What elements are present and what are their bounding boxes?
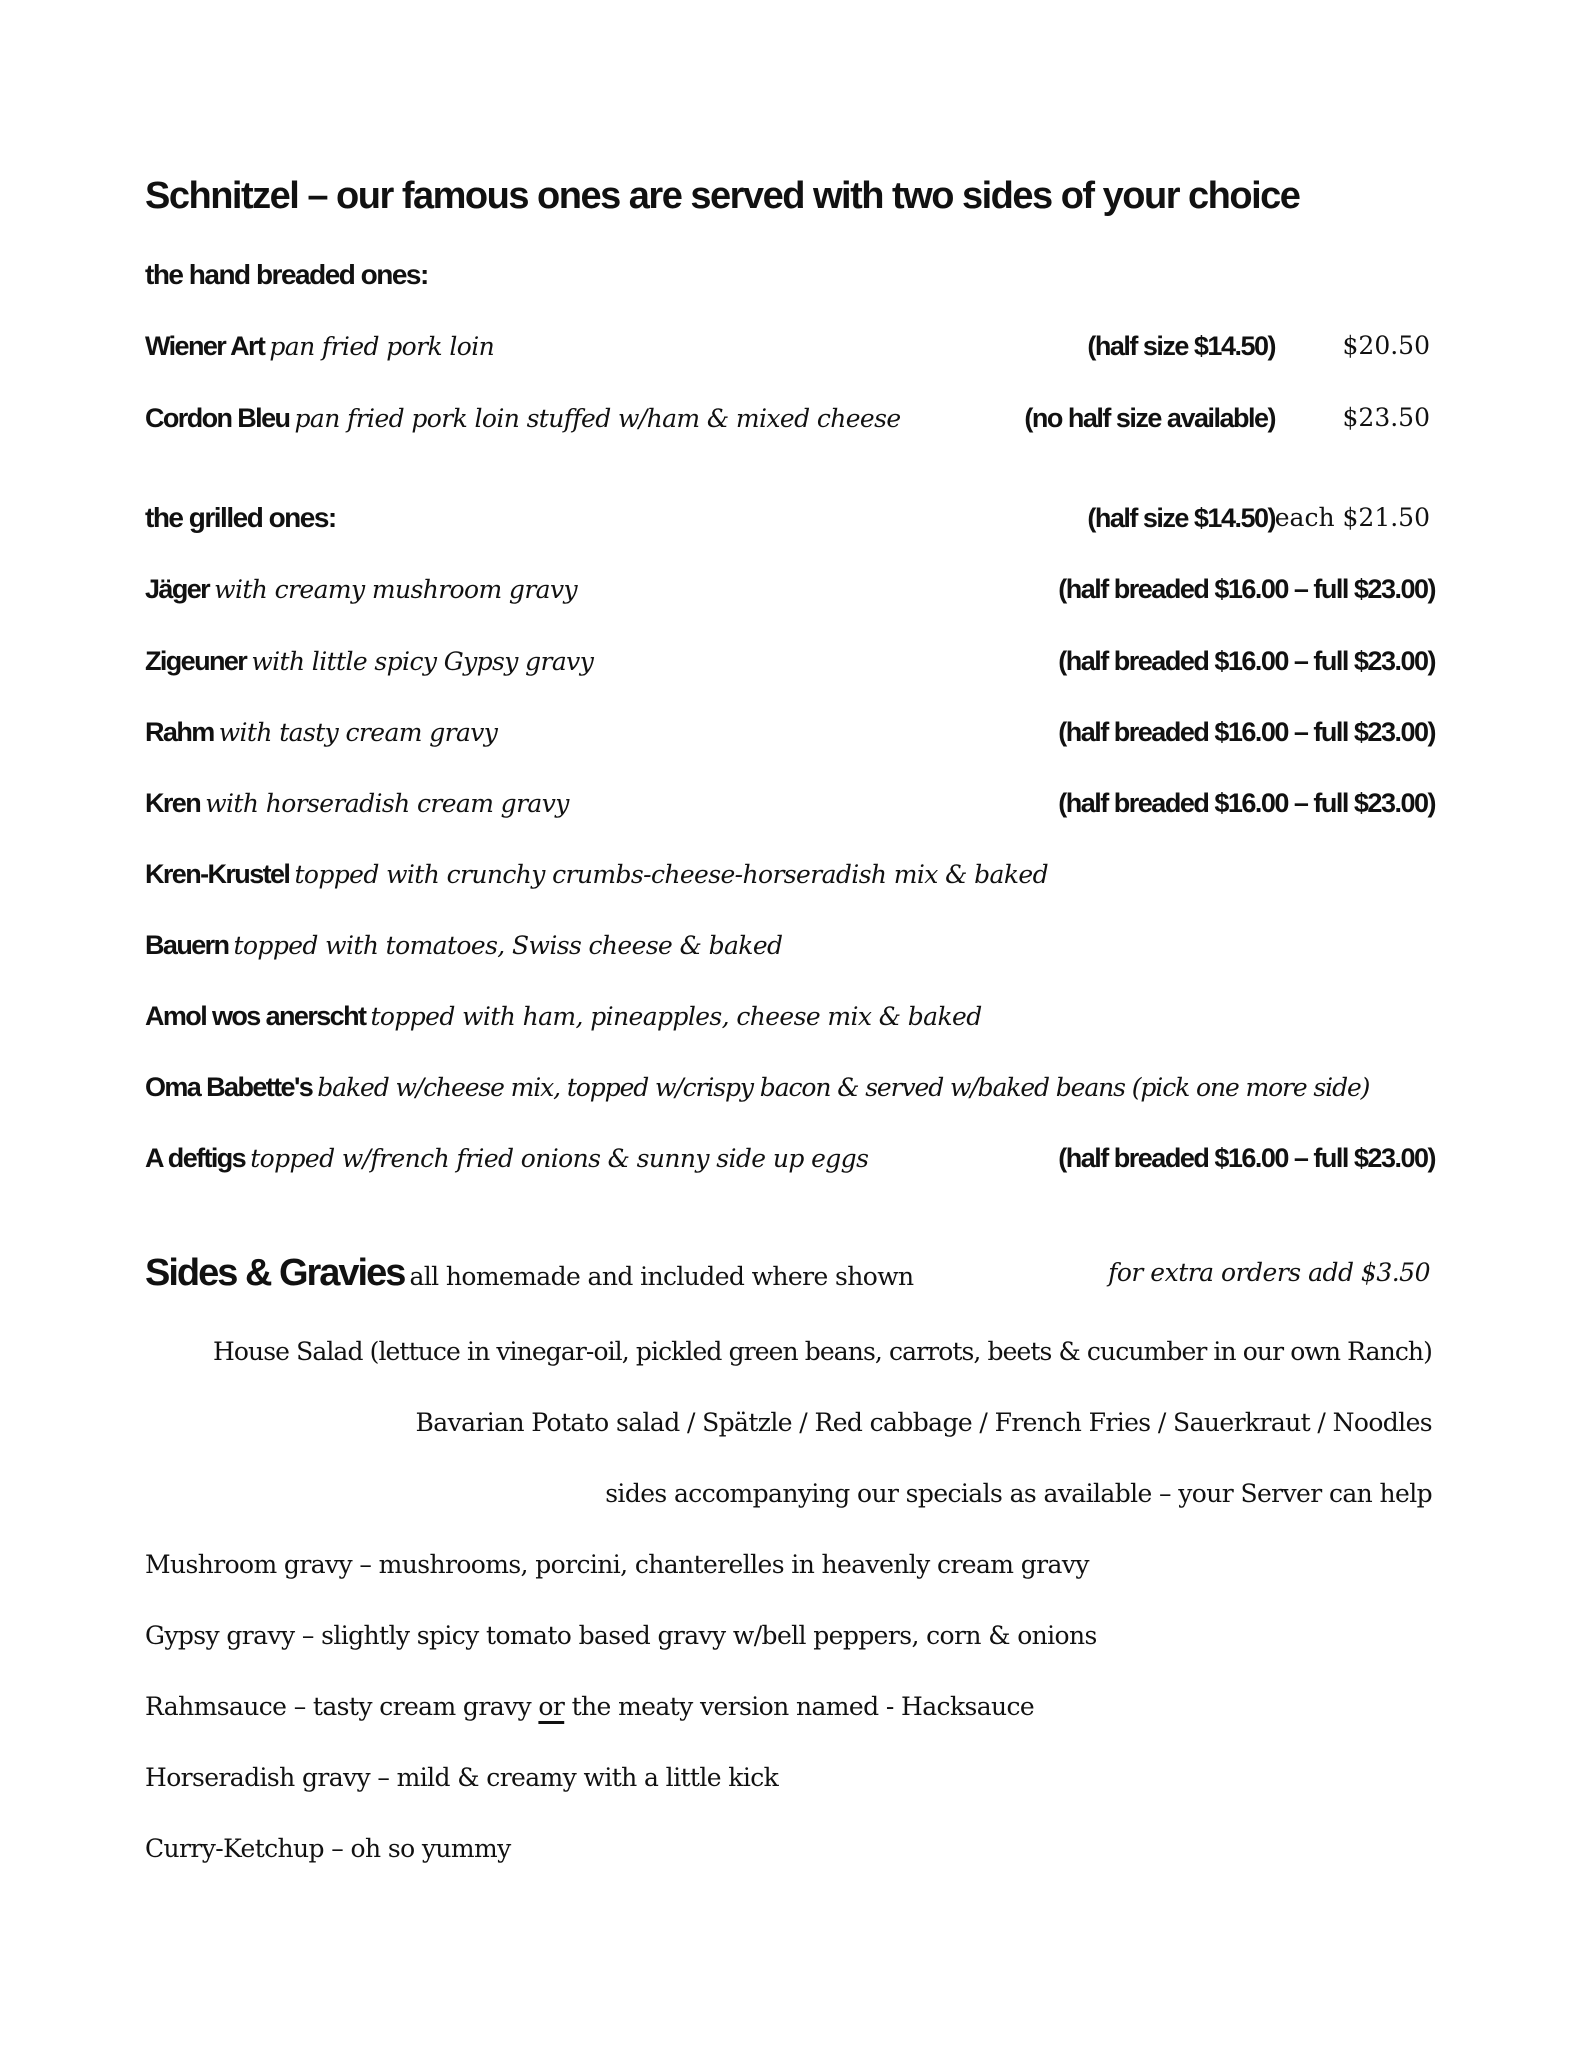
item-name: Cordon Bleu (145, 403, 290, 433)
item-desc: topped with crunchy crumbs-cheese-horseradish mix & baked (294, 860, 1048, 889)
gravy-horseradish: Horseradish gravy – mild & creamy with a little kick (145, 1763, 779, 1792)
item-desc: with little spicy Gypsy gravy (251, 647, 594, 676)
item-desc: pan fried pork loin (269, 332, 495, 361)
side-line-options: Bavarian Potato salad / Spätzle / Red cabbage / French Fries / Sauerkraut / Noodles (415, 1408, 1432, 1437)
sides-extra-price: for extra orders add $3.50 (1108, 1258, 1430, 1287)
item-name: Wiener Art (145, 331, 265, 361)
item-desc: pan fried pork loin stuffed w/ham & mixed cheese (294, 404, 901, 433)
menu-item (145, 922, 1435, 968)
menu-item (145, 851, 1435, 897)
sides-subtitle: all homemade and included where shown (409, 1262, 914, 1291)
item-name: Oma Babette's (145, 1072, 313, 1102)
item-name: Kren-Krustel (145, 859, 290, 889)
gravy-rahm: Rahmsauce – tasty cream gravy or the meaty version named - Hacksauce (145, 1692, 1035, 1721)
grilled-half-note: (half size $14.50) (1087, 503, 1275, 533)
item-note: (half size $14.50) (1087, 331, 1275, 361)
menu-item (145, 566, 1435, 612)
item-desc: baked w/cheese mix, topped w/crispy bacon & served w/baked beans (pick one more side) (317, 1073, 1370, 1102)
or-text: or (538, 1692, 565, 1721)
sides-header (145, 1245, 1435, 1301)
item-desc: with tasty cream gravy (218, 718, 498, 747)
item-note: (half breaded $16.00 – full $23.00) (1058, 788, 1435, 818)
page-title: Schnitzel – our famous ones are served with two sides of your choice (145, 175, 1300, 217)
menu-item (145, 395, 1435, 441)
item-name: Jäger (145, 574, 210, 604)
item-price: $23.50 (1342, 403, 1430, 432)
item-name: A deftigs (145, 1143, 246, 1173)
item-name: Rahm (145, 717, 214, 747)
item-desc: topped with ham, pineapples, cheese mix & baked (370, 1002, 982, 1031)
sides-title: Sides & Gravies (145, 1252, 405, 1294)
item-note: (half breaded $16.00 – full $23.00) (1058, 717, 1435, 747)
item-desc: topped with tomatoes, Swiss cheese & baked (233, 931, 783, 960)
item-desc: with horseradish cream gravy (205, 789, 569, 818)
section-heading-grilled: the grilled ones: (half size $14.50) each $21.50 (145, 495, 1435, 541)
gravy-mushroom: Mushroom gravy – mushrooms, porcini, chanterelles in heavenly cream gravy (145, 1550, 1089, 1579)
menu-item (145, 780, 1435, 826)
item-note: (no half size available) (1024, 403, 1275, 433)
menu-item (145, 993, 1435, 1039)
grilled-price: each $21.50 (1274, 503, 1430, 532)
gravy-curry: Curry-Ketchup – oh so yummy (145, 1834, 511, 1863)
item-note: (half breaded $16.00 – full $23.00) (1058, 1143, 1435, 1173)
side-line-salad: House Salad (lettuce in vinegar-oil, pickled green beans, carrots, beets & cucumber in our own Ranch) (212, 1337, 1432, 1366)
item-name: Zigeuner (145, 646, 247, 676)
item-note: (half breaded $16.00 – full $23.00) (1058, 646, 1435, 676)
menu-item (145, 1064, 1435, 1110)
menu-item (145, 709, 1435, 755)
section-heading-breaded: the hand breaded ones: (145, 259, 428, 290)
item-desc: with creamy mushroom gravy (214, 575, 578, 604)
item-name: Bauern (145, 930, 229, 960)
item-desc: topped w/french fried onions & sunny side up eggs (250, 1144, 869, 1173)
item-price: $20.50 (1342, 331, 1430, 360)
item-name: Amol wos anerscht (145, 1001, 366, 1031)
item-note: (half breaded $16.00 – full $23.00) (1058, 574, 1435, 604)
side-line-specials: sides accompanying our specials as available – your Server can help (605, 1479, 1432, 1508)
item-name: Kren (145, 788, 201, 818)
menu-item (145, 1135, 1435, 1181)
menu-item (145, 638, 1435, 684)
menu-item (145, 323, 1435, 369)
gravy-gypsy: Gypsy gravy – slightly spicy tomato based gravy w/bell peppers, corn & onions (145, 1621, 1097, 1650)
